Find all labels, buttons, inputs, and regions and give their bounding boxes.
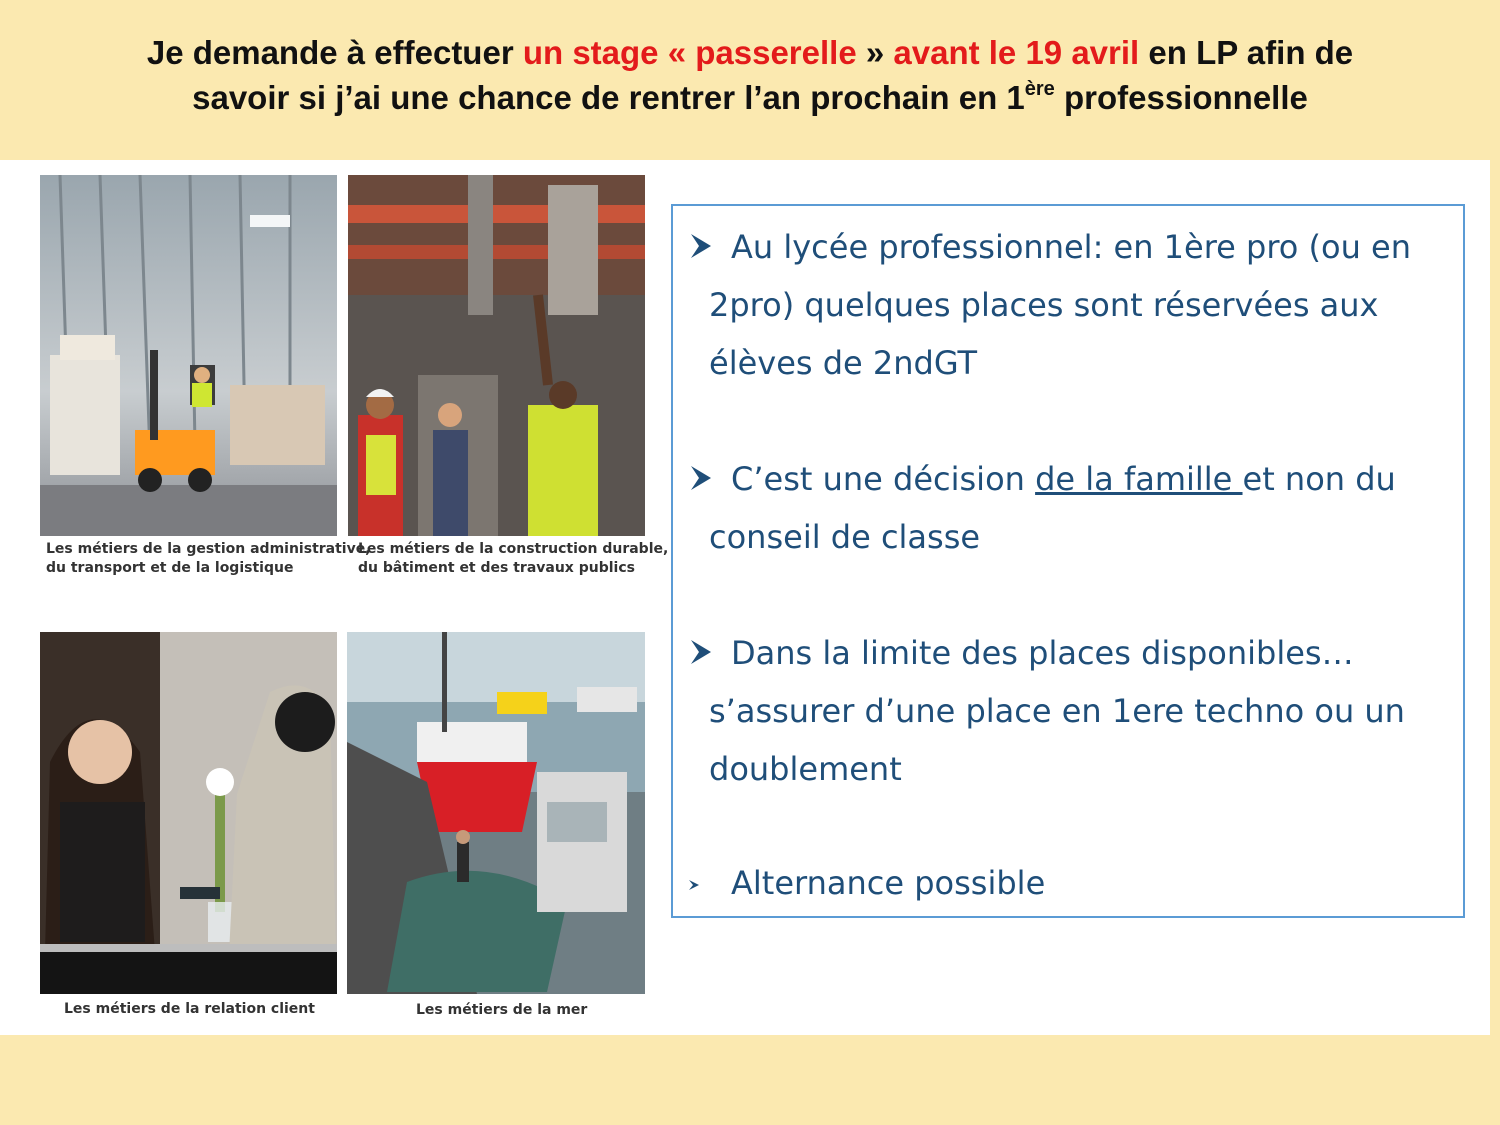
title-line-1: [0, 30, 1500, 75]
caption-line: Les métiers de la construction durable,: [358, 541, 669, 557]
slide-title: [0, 30, 1500, 120]
bullet-text: Alternance possible: [731, 864, 1046, 902]
harbor-boats-photo: [347, 632, 645, 994]
photo-caption: [416, 1001, 587, 1020]
title-highlight-date: avant le 19 avril: [893, 34, 1140, 71]
title-text: savoir si j’ai une chance de rentrer l’an prochain en 1: [192, 79, 1025, 116]
warehouse-forklift-photo: [40, 175, 337, 536]
title-text: en LP afin de: [1139, 34, 1354, 71]
title-superscript: ère: [1024, 78, 1055, 100]
bullet-item: [687, 624, 1447, 798]
bullet-text-underlined: de la famille: [1035, 460, 1243, 498]
arrow-bullet-icon: [687, 878, 701, 892]
title-line-2: [0, 75, 1500, 120]
arrow-bullet-icon: [687, 230, 717, 262]
caption-line: du bâtiment et des travaux publics: [358, 560, 635, 576]
caption-line: Les métiers de la gestion administrative,: [46, 541, 371, 557]
arrow-bullet-icon: [687, 462, 717, 494]
photo-caption: [46, 540, 371, 578]
reception-desk-photo: [40, 632, 337, 994]
bullet-text: Dans la limite des places disponibles…s’assurer d’une place en 1ere techno ou un doublement: [709, 634, 1405, 788]
bullet-text-part: C’est une décision: [731, 460, 1036, 498]
title-text: professionnelle: [1054, 79, 1308, 116]
bullet-item: [687, 854, 1447, 912]
photo-caption: [358, 540, 668, 578]
caption-line: Les métiers de la mer: [416, 1002, 588, 1018]
bullet-text-part: et non du conseil de classe: [709, 460, 1396, 556]
bullet-text: [687, 450, 1447, 566]
title-text: »: [856, 34, 894, 71]
bullet-item: [687, 218, 1447, 392]
photo-caption: [64, 1000, 315, 1019]
bullet-item: [687, 450, 1447, 566]
caption-line: du transport et de la logistique: [46, 560, 294, 576]
caption-line: Les métiers de la relation client: [64, 1001, 315, 1017]
content-panel: [0, 160, 1490, 1035]
title-text: Je demande à effectuer: [146, 34, 523, 71]
arrow-bullet-icon: [687, 636, 717, 668]
construction-workers-photo: [348, 175, 645, 536]
bullet-text: Au lycée professionnel: en 1ère pro (ou en 2pro) quelques places sont réservées aux élèves de 2ndGT: [709, 228, 1412, 382]
info-box: [671, 204, 1465, 918]
title-highlight-stage: un stage « passerelle: [522, 34, 857, 71]
